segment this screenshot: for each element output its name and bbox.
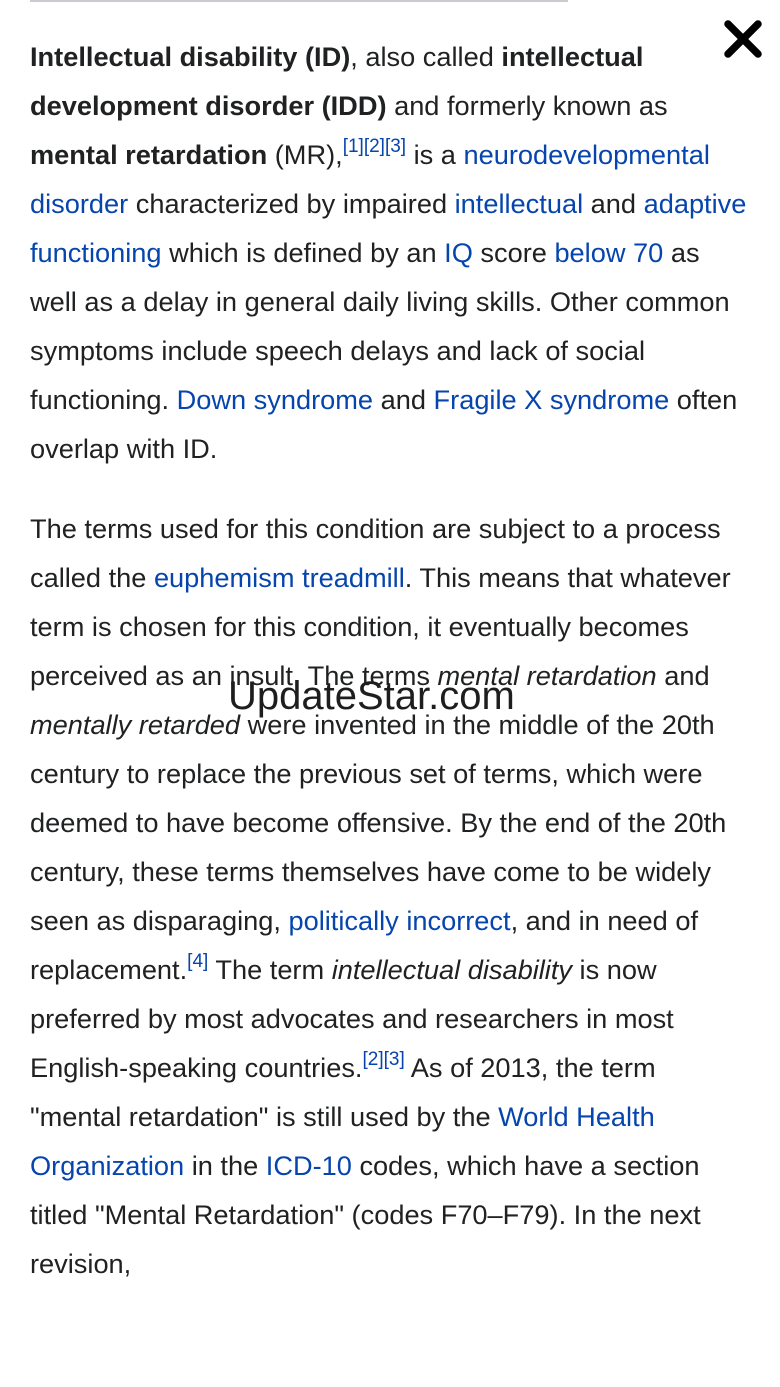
link-world-health-organization[interactable]: World Health Organization (30, 1101, 655, 1181)
citation-link-2[interactable]: [2] (362, 1048, 384, 1070)
article-body (30, 32, 752, 1288)
watermark-text: UpdateStar.com (228, 674, 515, 718)
text-run: is now preferred by most advocates and researchers in most English-speaking countries. (30, 954, 674, 1083)
link-politically-incorrect[interactable]: politically incorrect (288, 905, 511, 936)
text-run: The term (208, 954, 332, 985)
text-run: codes, which have a section titled "Mental Retardation" (codes F70–F79). In the next revision, (30, 1150, 701, 1279)
text-run: and (583, 188, 644, 219)
text-run: often overlap with ID. (30, 384, 738, 464)
italic-term: intellectual disability (331, 954, 572, 985)
citation-link-2[interactable]: [2] (363, 135, 385, 157)
text-run: score (472, 237, 555, 268)
citation-link-1[interactable]: [1] (342, 135, 364, 157)
text-run: , and in need of replacement. (30, 905, 699, 985)
paragraph-intro (30, 32, 752, 473)
link-neurodevelopmental-disorder[interactable]: neurodevelopmental disorder (30, 139, 710, 219)
text-run: and (373, 384, 434, 415)
link-iq[interactable]: IQ (444, 237, 473, 268)
paragraph-terminology (30, 504, 752, 1288)
link-down-syndrome[interactable]: Down syndrome (176, 384, 374, 415)
bold-term-idd: intellectual development disorder (IDD) (30, 41, 644, 121)
italic-term: mental retardation (437, 660, 657, 691)
citation-group (343, 136, 406, 157)
text-run: , also called (350, 41, 502, 72)
link-fragile-x-syndrome[interactable]: Fragile X syndrome (433, 384, 670, 415)
text-run: characterized by impaired (128, 188, 455, 219)
citation-group (187, 951, 208, 972)
text-run: is a (406, 139, 464, 170)
text-run: were invented in the middle of the 20th century to replace the previous set of terms, which were deemed to have become offensive. By the end of the 20th century, these terms themselves have come to be widely seen as disparaging, (30, 709, 727, 936)
text-run: . This means that whatever term is chosen for this condition, it eventually becomes perceived as an insult. The terms (30, 562, 731, 691)
citation-link-3[interactable]: [3] (384, 135, 407, 157)
italic-term: mentally retarded (30, 709, 241, 740)
top-divider (30, 0, 568, 2)
link-below-70[interactable]: below 70 (554, 237, 664, 268)
link-icd-10[interactable]: ICD-10 (265, 1150, 352, 1181)
text-run: The terms used for this condition are subject to a process called the (30, 513, 721, 593)
bold-term-id: Intellectual disability (ID) (30, 41, 351, 72)
text-run: and formerly known as (386, 90, 668, 121)
text-run: which is defined by an (161, 237, 445, 268)
link-intellectual[interactable]: intellectual (454, 188, 584, 219)
text-run: and (656, 660, 710, 691)
text-run: in the (184, 1150, 266, 1181)
text-run: As of 2013, the term "mental retardation" is still used by the (30, 1052, 656, 1132)
citation-link-4[interactable]: [4] (187, 950, 209, 972)
citation-group (362, 1049, 404, 1070)
link-adaptive-functioning[interactable]: adaptive functioning (30, 188, 747, 268)
bold-term-mr: mental retardation (30, 139, 268, 170)
link-euphemism-treadmill[interactable]: euphemism treadmill (153, 562, 405, 593)
text-run: as well as a delay in general daily living skills. Other common symptoms include speech delays and lack of social functioning. (30, 237, 730, 415)
text-run: (MR), (267, 139, 343, 170)
citation-link-3[interactable]: [3] (383, 1048, 405, 1070)
